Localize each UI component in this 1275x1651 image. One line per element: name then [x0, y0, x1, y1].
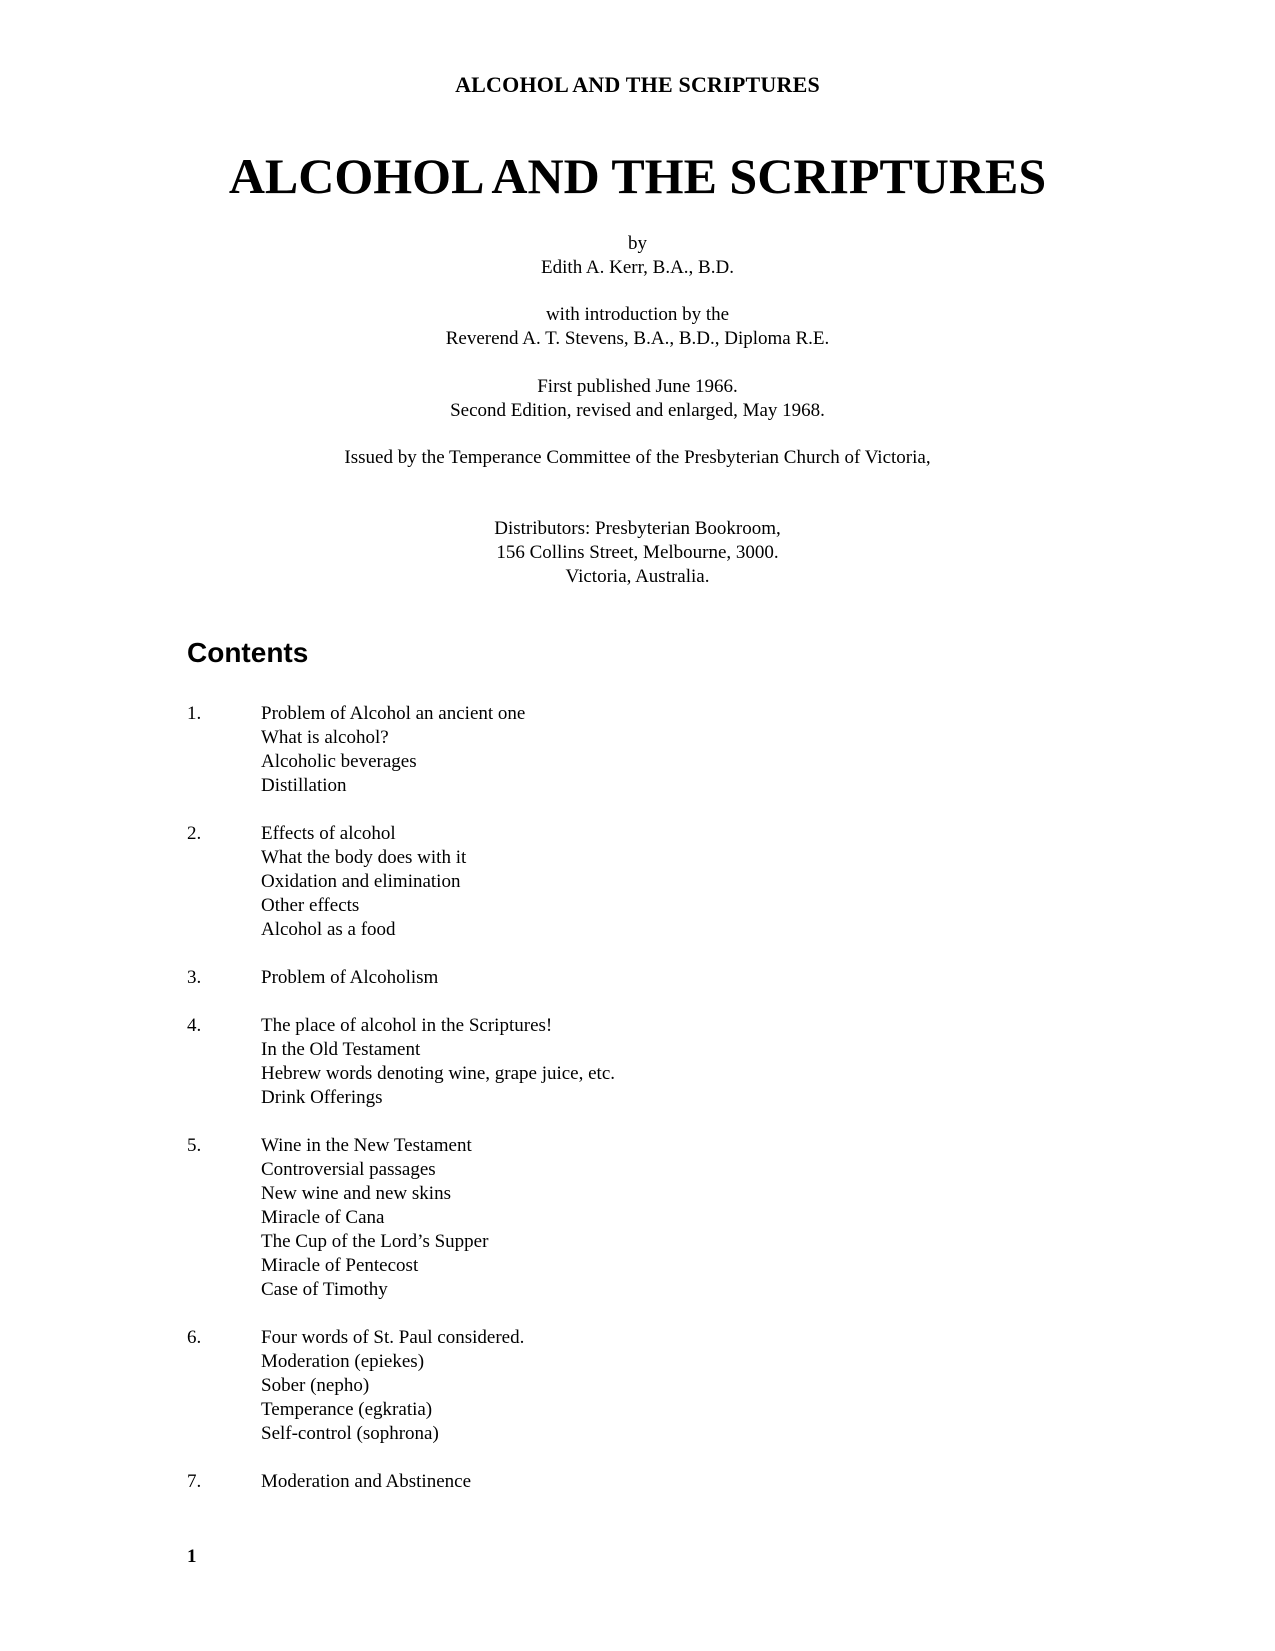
toc-line: Moderation and Abstinence [261, 1471, 472, 1492]
toc-chapter-number: 3. [187, 967, 202, 988]
toc-line: Case of Timothy [261, 1279, 388, 1300]
toc-chapter-number: 6. [187, 1327, 202, 1348]
contents-heading: Contents [187, 637, 309, 668]
toc-chapter-number: 1. [187, 703, 202, 724]
toc-line: Moderation (epiekes) [261, 1351, 425, 1372]
toc-chapter-number: 5. [187, 1135, 202, 1156]
distributors-line-3: Victoria, Australia. [565, 566, 710, 587]
toc-line: Oxidation and elimination [261, 871, 461, 892]
toc-line: Self-control (sophrona) [261, 1423, 439, 1444]
distributors-line-1: Distributors: Presbyterian Bookroom, [494, 518, 781, 539]
toc-line: Problem of Alcoholism [261, 967, 439, 988]
toc-chapter [187, 1134, 1087, 1302]
introduction-line-2: Reverend A. T. Stevens, B.A., B.D., Diploma R.E. [445, 328, 830, 349]
toc-line: Hebrew words denoting wine, grape juice, etc. [261, 1063, 616, 1084]
issued-by-text: Issued by the Temperance Committee of the Presbyterian Church of Victoria, [344, 447, 931, 468]
toc-line: The place of alcohol in the Scriptures! [261, 1015, 553, 1036]
toc-line: Alcohol as a food [261, 919, 396, 940]
toc-chapter-lines [261, 1014, 615, 1110]
byline-author: Edith A. Kerr, B.A., B.D. [541, 257, 734, 278]
page-number: 1 [187, 1546, 197, 1567]
toc-chapter-lines [261, 1134, 488, 1302]
toc-line: In the Old Testament [261, 1039, 421, 1060]
toc-chapter [187, 1326, 1087, 1446]
page-title: ALCOHOL AND THE SCRIPTURES [228, 148, 1047, 204]
toc-line: Miracle of Pentecost [261, 1255, 419, 1276]
byline-by: by [628, 233, 647, 254]
byline [0, 232, 1275, 280]
toc-line: Effects of alcohol [261, 823, 396, 844]
second-edition: Second Edition, revised and enlarged, May 1968. [450, 400, 825, 421]
toc-line: New wine and new skins [261, 1183, 451, 1204]
toc-chapter-lines [261, 1326, 524, 1446]
toc-chapter [187, 1470, 1087, 1494]
publication-info [0, 375, 1275, 423]
toc-line: What the body does with it [261, 847, 467, 868]
distributors [0, 517, 1275, 589]
distributors-line-2: 156 Collins Street, Melbourne, 3000. [496, 542, 779, 563]
toc-line: Alcoholic beverages [261, 751, 417, 772]
toc-line: Four words of St. Paul considered. [261, 1327, 525, 1348]
toc-chapter-lines [261, 702, 525, 798]
toc-chapter-number: 2. [187, 823, 202, 844]
toc-line: Problem of Alcohol an ancient one [261, 703, 526, 724]
toc-line: Controversial passages [261, 1159, 436, 1180]
toc-line: Wine in the New Testament [261, 1135, 472, 1156]
toc-line: Temperance (egkratia) [261, 1399, 433, 1420]
toc-chapter-lines [261, 822, 466, 942]
toc-chapter [187, 1014, 1087, 1110]
toc-chapter [187, 966, 1087, 990]
toc-chapter-lines [261, 966, 438, 990]
toc-chapter-number: 7. [187, 1471, 202, 1492]
issued-by [0, 446, 1275, 470]
toc-line: Miracle of Cana [261, 1207, 385, 1228]
introduction-line-1: with introduction by the [545, 304, 730, 325]
toc-chapter-number: 4. [187, 1015, 202, 1036]
running-head: ALCOHOL AND THE SCRIPTURES [455, 72, 820, 97]
toc-chapter [187, 822, 1087, 942]
toc-line: The Cup of the Lord’s Supper [261, 1231, 489, 1252]
toc-chapter-lines [261, 1470, 471, 1494]
toc-line: Drink Offerings [261, 1087, 383, 1108]
toc-line: Other effects [261, 895, 360, 916]
toc-line: Distillation [261, 775, 347, 796]
table-of-contents [187, 702, 1087, 1518]
introduction-credit [0, 303, 1275, 351]
toc-line: What is alcohol? [261, 727, 389, 748]
toc-chapter [187, 702, 1087, 798]
toc-line: Sober (nepho) [261, 1375, 370, 1396]
first-published: First published June 1966. [537, 376, 738, 397]
